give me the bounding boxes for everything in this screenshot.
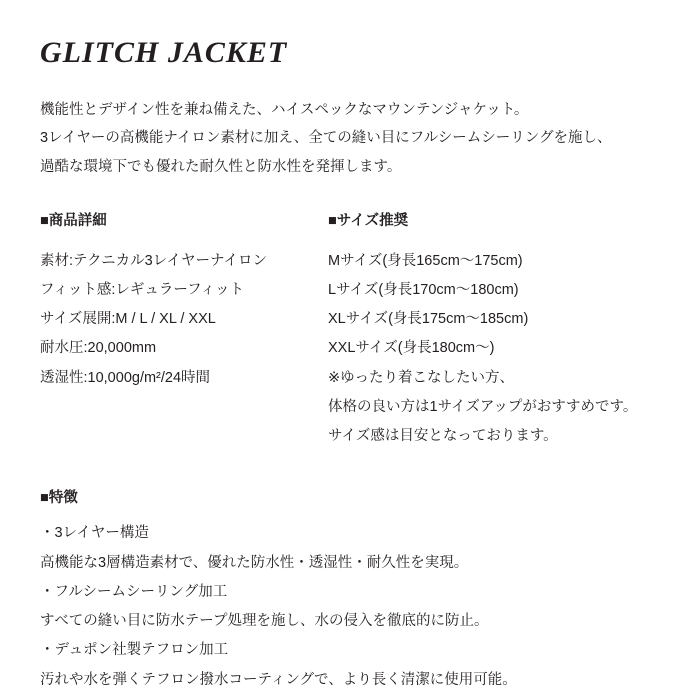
features-heading: ■特徴 — [40, 489, 78, 506]
size-line: XXLサイズ(身長180cm〜) — [328, 340, 495, 357]
product-details-section — [40, 211, 328, 452]
feature-description: 汚れや水を弾くテフロン撥水コーティングで、より長く清潔に使用可能。 — [40, 671, 517, 688]
feature-name: ・フルシームシーリング加工 — [40, 583, 228, 600]
size-guide-section — [328, 211, 662, 452]
detail-line: 透湿性:10,000g/m²/24時間 — [40, 369, 211, 386]
detail-line: サイズ展開:M / L / XL / XXL — [40, 311, 216, 328]
intro-line: 過酷な環境下でも優れた耐久性と防水性を発揮します。 — [40, 158, 402, 175]
size-guide-heading: ■サイズ推奨 — [328, 212, 409, 229]
spec-columns — [38, 211, 662, 452]
page-title: GLITCH JACKET — [40, 36, 288, 69]
feature-description: 高機能な3層構造素材で、優れた防水性・透湿性・耐久性を実現。 — [40, 554, 469, 571]
features-section — [38, 488, 662, 695]
size-note: 体格の良い方は1サイズアップがおすすめです。 — [328, 398, 638, 415]
detail-line: 素材:テクニカル3レイヤーナイロン — [40, 252, 267, 269]
intro-line: 3レイヤーの高機能ナイロン素材に加え、全ての縫い目にフルシームシーリングを施し、 — [40, 130, 612, 147]
product-details-heading: ■商品詳細 — [40, 212, 107, 229]
size-line: Mサイズ(身長165cm〜175cm) — [328, 252, 523, 269]
size-line: Lサイズ(身長170cm〜180cm) — [328, 281, 519, 298]
feature-name: ・デュポン社製テフロン加工 — [40, 642, 229, 659]
detail-line: フィット感:レギュラーフィット — [40, 281, 244, 298]
size-line: XLサイズ(身長175cm〜185cm) — [328, 311, 529, 328]
detail-line: 耐水圧:20,000mm — [40, 340, 157, 357]
intro-line: 機能性とデザイン性を兼ね備えた、ハイスペックなマウンテンジャケット。 — [40, 102, 529, 118]
size-note: ※ゆったり着こなしたい方、 — [328, 369, 515, 386]
size-note: サイズ感は目安となっております。 — [328, 428, 558, 445]
feature-name: ・3レイヤー構造 — [40, 525, 149, 542]
feature-description: すべての縫い目に防水テープ処理を施し、水の侵入を徹底的に防止。 — [40, 613, 489, 630]
intro-paragraph — [38, 96, 662, 181]
